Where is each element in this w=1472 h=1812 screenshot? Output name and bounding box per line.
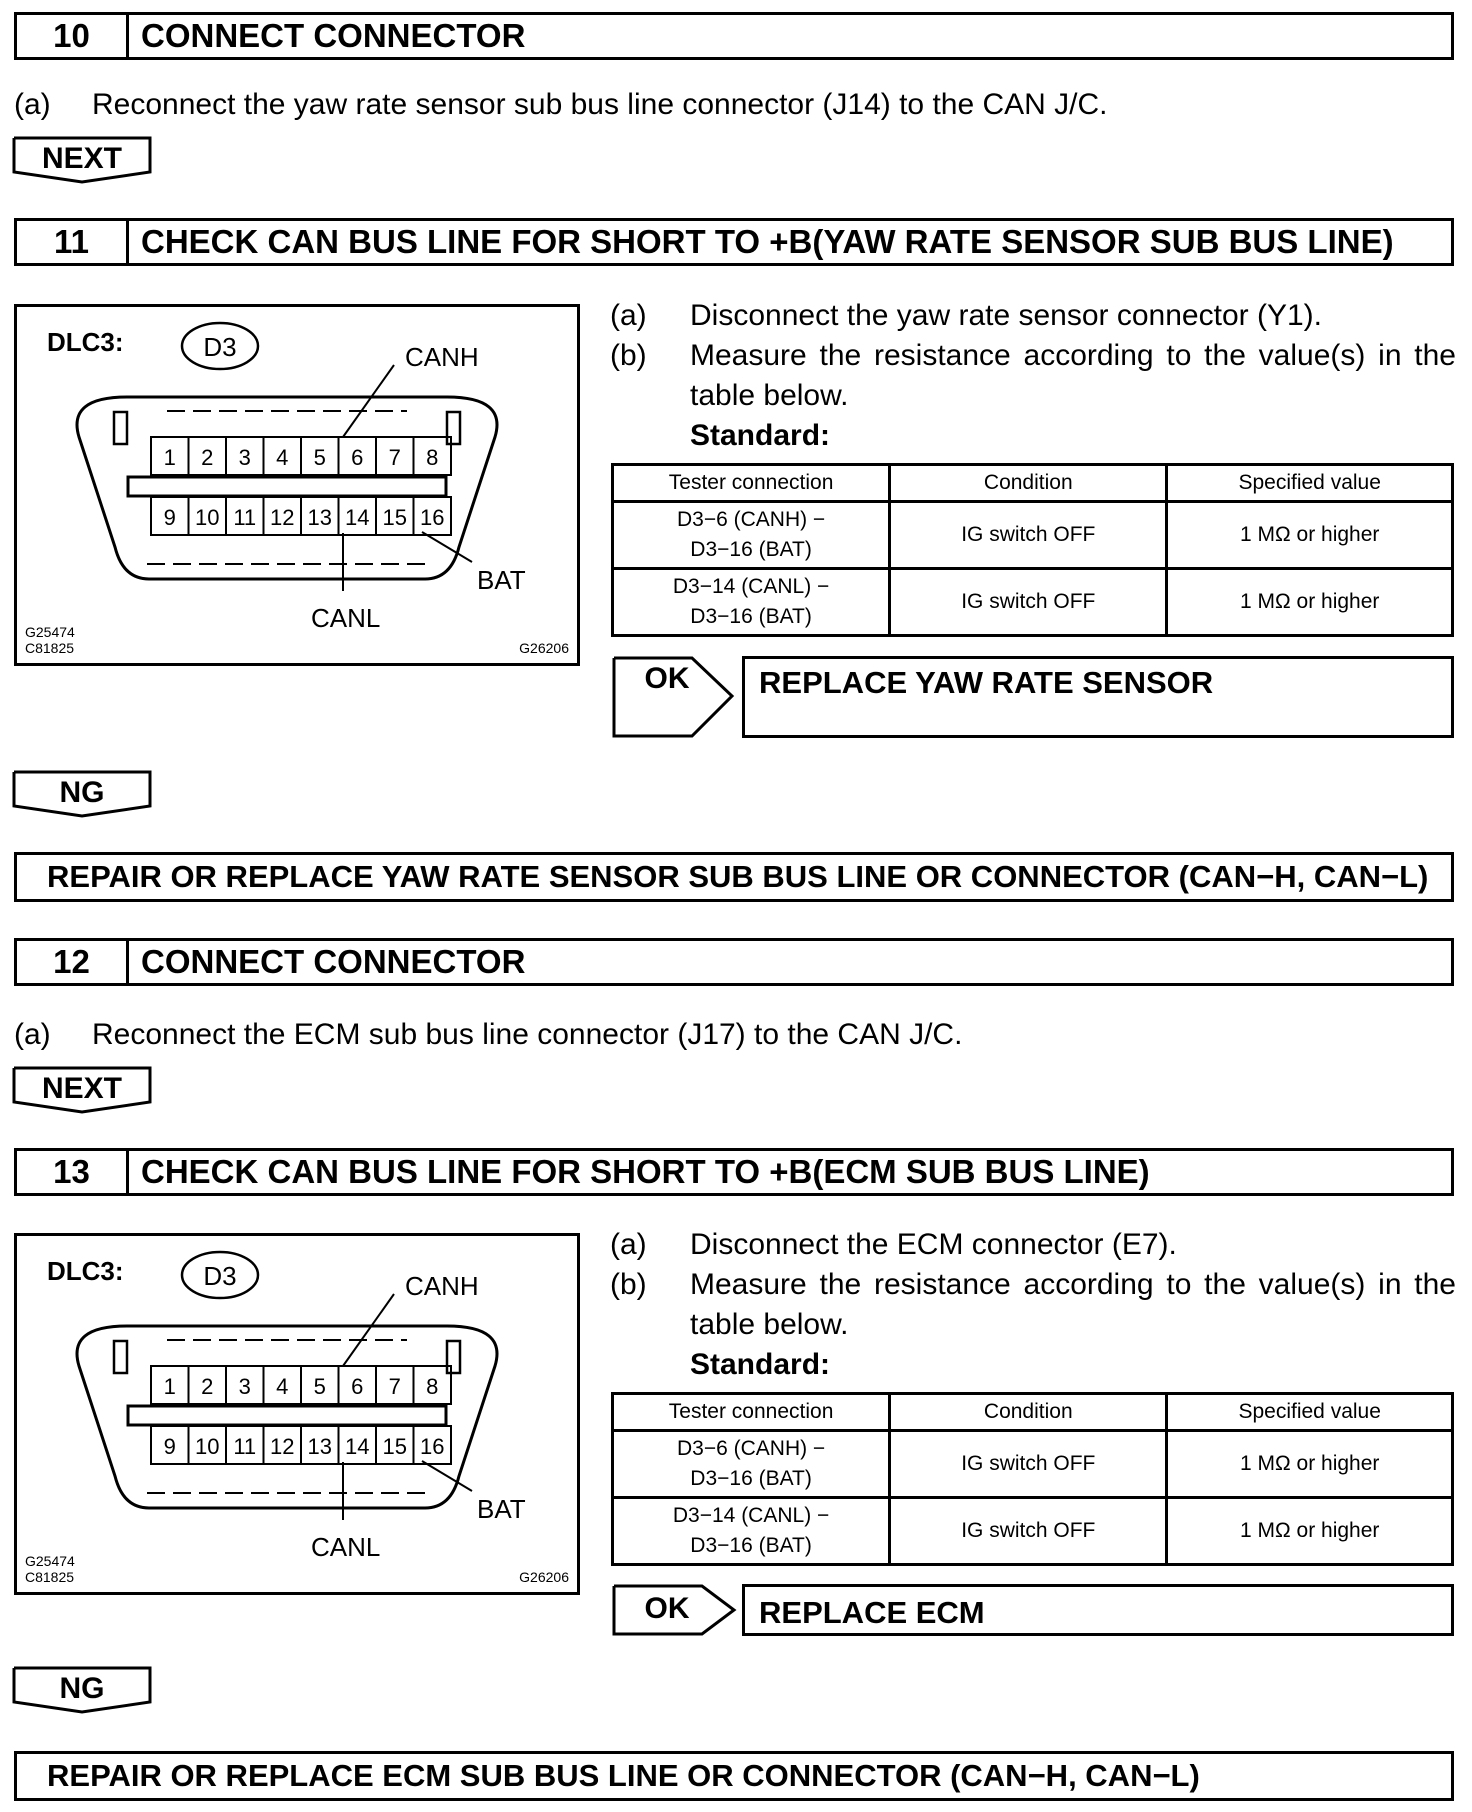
- ok-branch-arrow: [612, 656, 738, 743]
- pin-number: 4: [276, 445, 289, 470]
- figure-code: G25474: [25, 624, 75, 640]
- connector-housing: [77, 397, 497, 579]
- spec-table: [611, 463, 1454, 637]
- ng-label: NG: [59, 776, 105, 809]
- item-text: Reconnect the ECM sub bus line connector (J17) to the CAN J/C.: [92, 1018, 963, 1051]
- column-header: Tester connection: [613, 465, 890, 502]
- step-title: CONNECT CONNECTOR: [141, 17, 526, 54]
- step-title: CHECK CAN BUS LINE FOR SHORT TO +B(ECM SUB BUS LINE): [141, 1153, 1150, 1190]
- canh-leader: [343, 1294, 394, 1366]
- dlc3-figure: [14, 1233, 580, 1595]
- connector-id: D3: [203, 332, 237, 362]
- ng-label: NG: [59, 1672, 105, 1705]
- pin-number: 5: [313, 445, 326, 470]
- table-row: [613, 569, 1453, 636]
- step-title: CONNECT CONNECTOR: [141, 943, 526, 980]
- pin-number: 6: [351, 445, 364, 470]
- canl-label: CANL: [311, 603, 381, 633]
- pin-number: 9: [163, 1434, 176, 1459]
- condition-cell: IG switch OFF: [890, 502, 1167, 569]
- connector-divider: [128, 1406, 446, 1425]
- pin-number: 2: [201, 445, 214, 470]
- standard-label: Standard:: [690, 419, 831, 452]
- column-header: Specified value: [1167, 1394, 1453, 1431]
- ng-tag: [12, 770, 152, 818]
- pin-number: 8: [426, 1374, 439, 1399]
- specified-value-cell: 1 MΩ or higher: [1167, 1431, 1453, 1498]
- pin-number: 8: [426, 445, 439, 470]
- instruction-item: [610, 336, 1456, 416]
- pin-number: 14: [345, 1434, 370, 1459]
- latch-left: [114, 412, 127, 444]
- canh-label: CANH: [405, 342, 479, 372]
- ok-result-box: REPLACE YAW RATE SENSOR: [742, 656, 1454, 738]
- pin-number: 11: [233, 1434, 257, 1459]
- item-label: (a): [610, 1228, 647, 1261]
- specified-value-cell: 1 MΩ or higher: [1167, 569, 1453, 636]
- instruction-item: [610, 296, 1456, 336]
- pin-number: 14: [345, 505, 370, 530]
- next-label: NEXT: [41, 142, 122, 175]
- item-text: Measure the resistance according to the value(s) in the table below.: [690, 1268, 1456, 1341]
- next-label: NEXT: [41, 1072, 122, 1105]
- connector-keying: [147, 411, 427, 564]
- tester-connection-cell: D3−6 (CANH) − D3−16 (BAT): [613, 1431, 890, 1498]
- pin-number: 3: [238, 445, 251, 470]
- item-text: Disconnect the yaw rate sensor connector (Y1).: [690, 299, 1322, 332]
- pin-number: 15: [382, 505, 407, 530]
- step-12-instruction: [14, 1018, 962, 1052]
- figure-code: C81825: [25, 640, 75, 656]
- figure-code: G26206: [519, 1569, 569, 1585]
- figure-code: G25474: [25, 1553, 75, 1569]
- pin-number: 2: [201, 1374, 214, 1399]
- spec-table: [611, 1392, 1454, 1566]
- dlc3-label: DLC3:: [47, 1256, 124, 1286]
- tester-connection-cell: D3−14 (CANL) − D3−16 (BAT): [613, 1498, 890, 1565]
- step-10-instruction: [14, 88, 1108, 122]
- pin-number: 5: [313, 1374, 326, 1399]
- step-number: 11: [17, 221, 129, 263]
- pin-number: 7: [388, 445, 401, 470]
- connector-id: D3: [203, 1261, 237, 1291]
- pin-number: 15: [382, 1434, 407, 1459]
- item-text: Disconnect the ECM connector (E7).: [690, 1228, 1177, 1261]
- dlc3-connector-diagram: [17, 1236, 577, 1592]
- step-10-header: [14, 12, 1454, 60]
- table-row: [613, 1431, 1453, 1498]
- pin-number: 7: [388, 1374, 401, 1399]
- pin-number: 1: [163, 1374, 176, 1399]
- bat-label: BAT: [477, 565, 526, 595]
- pin-number: 12: [270, 1434, 295, 1459]
- condition-cell: IG switch OFF: [890, 569, 1167, 636]
- pin-number: 13: [307, 1434, 332, 1459]
- pin-row-bottom: [151, 497, 451, 535]
- pin-number: 16: [420, 1434, 445, 1459]
- table-row: [613, 1498, 1453, 1565]
- step-title: CHECK CAN BUS LINE FOR SHORT TO +B(YAW RATE SENSOR SUB BUS LINE): [141, 223, 1394, 260]
- ok-label: OK: [644, 1592, 690, 1625]
- step-13-instructions: [610, 1225, 1456, 1385]
- step-number: 10: [17, 15, 129, 57]
- item-label: (a): [610, 299, 647, 332]
- pin-number: 10: [195, 1434, 220, 1459]
- ng-result-box: REPAIR OR REPLACE ECM SUB BUS LINE OR CONNECTOR (CAN−H, CAN−L): [14, 1751, 1454, 1801]
- condition-cell: IG switch OFF: [890, 1498, 1167, 1565]
- item-label: (a): [14, 1018, 51, 1051]
- instruction-item: [610, 1265, 1456, 1345]
- dlc3-connector-diagram: [17, 307, 577, 663]
- pin-number: 9: [163, 505, 176, 530]
- ng-result-box: REPAIR OR REPLACE YAW RATE SENSOR SUB BUS LINE OR CONNECTOR (CAN−H, CAN−L): [14, 852, 1454, 902]
- figure-code: C81825: [25, 1569, 75, 1585]
- canh-label: CANH: [405, 1271, 479, 1301]
- pin-number: 10: [195, 505, 220, 530]
- item-text: Reconnect the yaw rate sensor sub bus line connector (J14) to the CAN J/C.: [92, 88, 1108, 121]
- step-number: 12: [17, 941, 129, 983]
- specified-value-cell: 1 MΩ or higher: [1167, 502, 1453, 569]
- tester-connection-cell: D3−6 (CANH) − D3−16 (BAT): [613, 502, 890, 569]
- ng-tag: [12, 1666, 152, 1714]
- step-11-instructions: [610, 296, 1456, 456]
- dlc3-label: DLC3:: [47, 327, 124, 357]
- tester-connection-cell: D3−14 (CANL) − D3−16 (BAT): [613, 569, 890, 636]
- connector-divider: [128, 477, 446, 496]
- step-12-header: [14, 938, 1454, 986]
- figure-code: G26206: [519, 640, 569, 656]
- table-row: [613, 502, 1453, 569]
- bat-label: BAT: [477, 1494, 526, 1524]
- specified-value-cell: 1 MΩ or higher: [1167, 1498, 1453, 1565]
- connector-housing: [77, 1326, 497, 1508]
- connector-keying: [147, 1340, 427, 1493]
- step-number: 13: [17, 1151, 129, 1193]
- bat-leader: [422, 1461, 472, 1491]
- condition-cell: IG switch OFF: [890, 1431, 1167, 1498]
- step-11-header: [14, 218, 1454, 266]
- pin-row-top: [151, 1366, 451, 1404]
- ok-result-box: REPLACE ECM: [742, 1584, 1454, 1636]
- latch-right: [447, 1341, 460, 1373]
- column-header: Condition: [890, 1394, 1167, 1431]
- bat-leader: [422, 532, 472, 562]
- next-tag: [12, 1066, 152, 1114]
- canl-label: CANL: [311, 1532, 381, 1562]
- instruction-item: [610, 1225, 1456, 1265]
- column-header: Tester connection: [613, 1394, 890, 1431]
- item-label: (b): [610, 339, 647, 372]
- standard-label: Standard:: [690, 1348, 831, 1381]
- latch-left: [114, 1341, 127, 1373]
- ok-label: OK: [644, 662, 690, 695]
- pin-number: 11: [233, 505, 257, 530]
- pin-number: 4: [276, 1374, 289, 1399]
- dlc3-figure: [14, 304, 580, 666]
- item-label: (b): [610, 1268, 647, 1301]
- pin-row-bottom: [151, 1426, 451, 1464]
- canh-leader: [343, 365, 394, 437]
- pin-number: 13: [307, 505, 332, 530]
- pin-row-top: [151, 437, 451, 475]
- latch-right: [447, 412, 460, 444]
- pin-number: 16: [420, 505, 445, 530]
- column-header: Specified value: [1167, 465, 1453, 502]
- column-header: Condition: [890, 465, 1167, 502]
- pin-number: 3: [238, 1374, 251, 1399]
- ok-branch-arrow: [612, 1584, 738, 1641]
- pin-number: 12: [270, 505, 295, 530]
- item-text: Measure the resistance according to the value(s) in the table below.: [690, 339, 1456, 412]
- pin-number: 1: [163, 445, 176, 470]
- item-label: (a): [14, 88, 51, 121]
- pin-number: 6: [351, 1374, 364, 1399]
- step-13-header: [14, 1148, 1454, 1196]
- next-tag: [12, 136, 152, 184]
